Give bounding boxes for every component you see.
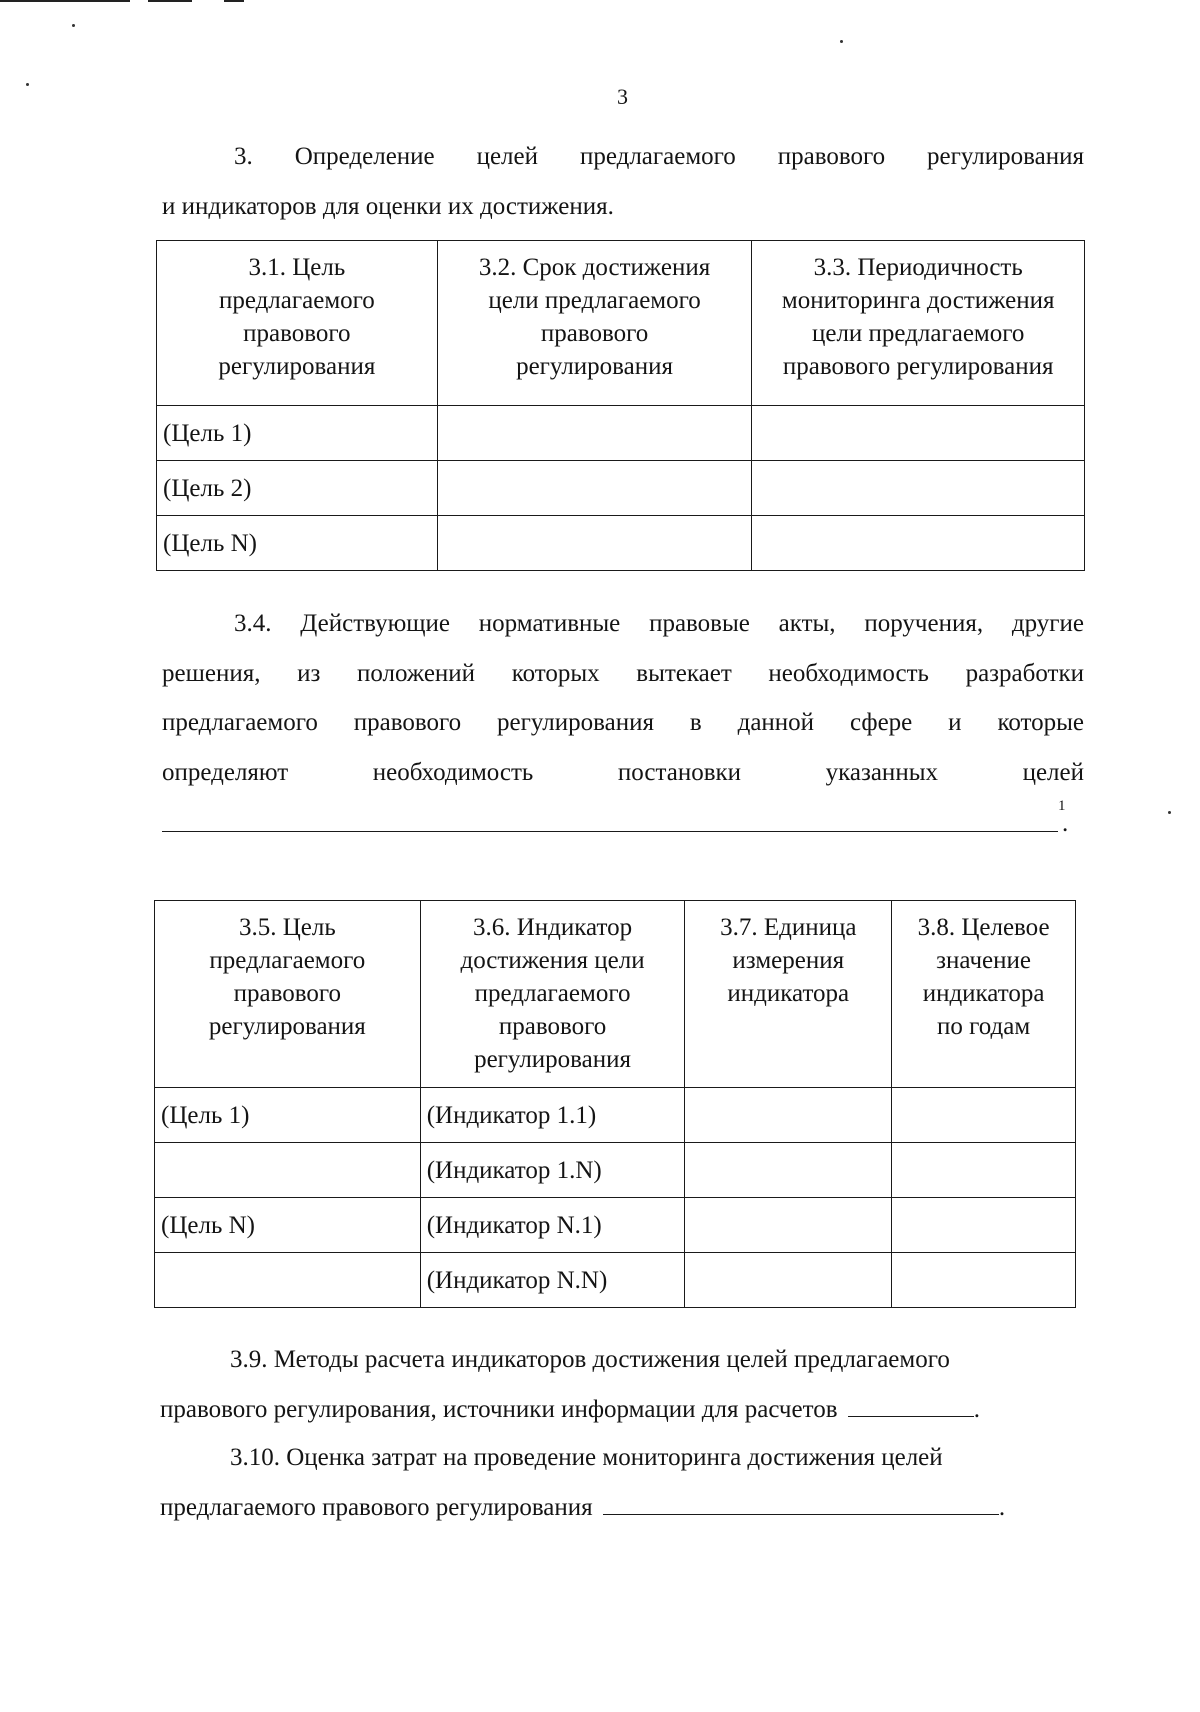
goals-table-header-monitoring: 3.3. Периодичность мониторинга достижения цели предлагаемого правового регулирования [752,241,1085,406]
paragraph-3-10 [160,1433,1080,1532]
paragraph-3-9-line-2 [160,1385,1080,1435]
table-cell: (Индикатор 1.1) [420,1088,685,1143]
indicators-table-header-indicator: 3.6. Индикатор достижения цели предлагаемого правового регулирования [420,901,685,1088]
scan-dot [1168,811,1171,814]
table-cell: (Цель 2) [157,461,438,516]
paragraph-3-4-line-3: предлагаемого правового регулирования в данной сфере и которые [162,709,1084,736]
goals-table [156,240,1085,571]
table-row [157,406,1085,461]
page-number: 3 [617,84,628,109]
answer-blank-line [162,831,1058,832]
indicators-table [154,900,1076,1308]
indicators-table-header-target: 3.8. Целевое значение индикатора по годам [892,901,1076,1088]
table-cell: (Цель 1) [157,406,438,461]
table-cell: (Цель N) [155,1198,421,1253]
table-cell [437,516,752,571]
paragraph-3-10-line-2-text: предлагаемого правового регулирования [160,1493,593,1521]
table-cell [685,1143,892,1198]
section-heading-line-2: и индикаторов для оценки их достижения. [162,192,614,220]
scan-mark [0,0,130,2]
table-cell: (Индикатор N.1) [420,1198,685,1253]
paragraph-3-4 [162,599,1084,797]
table-cell [892,1088,1076,1143]
indicators-table-header-goal: 3.5. Цель предлагаемого правового регулирования [155,901,421,1088]
indicators-table-header-unit: 3.7. Единица измерения индикатора [685,901,892,1088]
scan-dot [840,40,843,43]
table-row [155,1253,1076,1308]
table-cell [155,1253,421,1308]
table-cell: (Цель 1) [155,1088,421,1143]
table-cell [752,461,1085,516]
goals-table-header-row [157,241,1085,406]
table-cell [685,1088,892,1143]
table-row [155,1143,1076,1198]
table-cell [685,1253,892,1308]
paragraph-3-10-line-2 [160,1483,1080,1533]
indicators-table-header-row [155,901,1076,1088]
table-cell [437,461,752,516]
table-cell [892,1198,1076,1253]
table-cell [752,516,1085,571]
goals-table-header-goal: 3.1. Цель предлагаемого правового регулирования [157,241,438,406]
paragraph-3-4-line-1: 3.4. Действующие нормативные правовые акты, поручения, другие [234,610,1084,637]
table-cell [437,406,752,461]
footnote-mark: 1 [1058,798,1066,814]
scan-mark [148,0,192,2]
paragraph-3-10-line-1: 3.10. Оценка затрат на проведение мониторинга достижения целей [230,1444,943,1471]
scan-dot [72,24,75,27]
paragraph-3-4-line-4: определяют необходимость постановки указанных целей [162,758,1084,786]
table-cell [752,406,1085,461]
table-cell [155,1143,421,1198]
paragraph-3-9-line-2-text: правового регулирования, источники информации для расчетов [160,1395,838,1423]
line-end-mark: . [973,1395,981,1423]
paragraph-3-9 [160,1335,1080,1434]
answer-blank-line [848,1390,974,1417]
table-row [157,461,1085,516]
goals-table-header-deadline: 3.2. Срок достижения цели предлагаемого правового регулирования [437,241,752,406]
table-row [155,1088,1076,1143]
section-heading [162,132,1084,231]
table-row [155,1198,1076,1253]
line-end-mark: . [1062,810,1069,837]
answer-blank-line [603,1488,999,1515]
paragraph-3-4-line-2: решения, из положений которых вытекает необходимость разработки [162,659,1084,687]
table-cell [892,1143,1076,1198]
line-end-mark: . [998,1493,1006,1521]
table-cell: (Индикатор N.N) [420,1253,685,1308]
table-cell [892,1253,1076,1308]
scan-mark [224,0,244,2]
table-cell [685,1198,892,1253]
paragraph-3-9-line-1: 3.9. Методы расчета индикаторов достижения целей предлагаемого [230,1346,950,1373]
section-heading-line-1: 3. Определение целей предлагаемого правового регулирования [234,143,1084,170]
table-cell: (Цель N) [157,516,438,571]
table-cell: (Индикатор 1.N) [420,1143,685,1198]
table-row [157,516,1085,571]
